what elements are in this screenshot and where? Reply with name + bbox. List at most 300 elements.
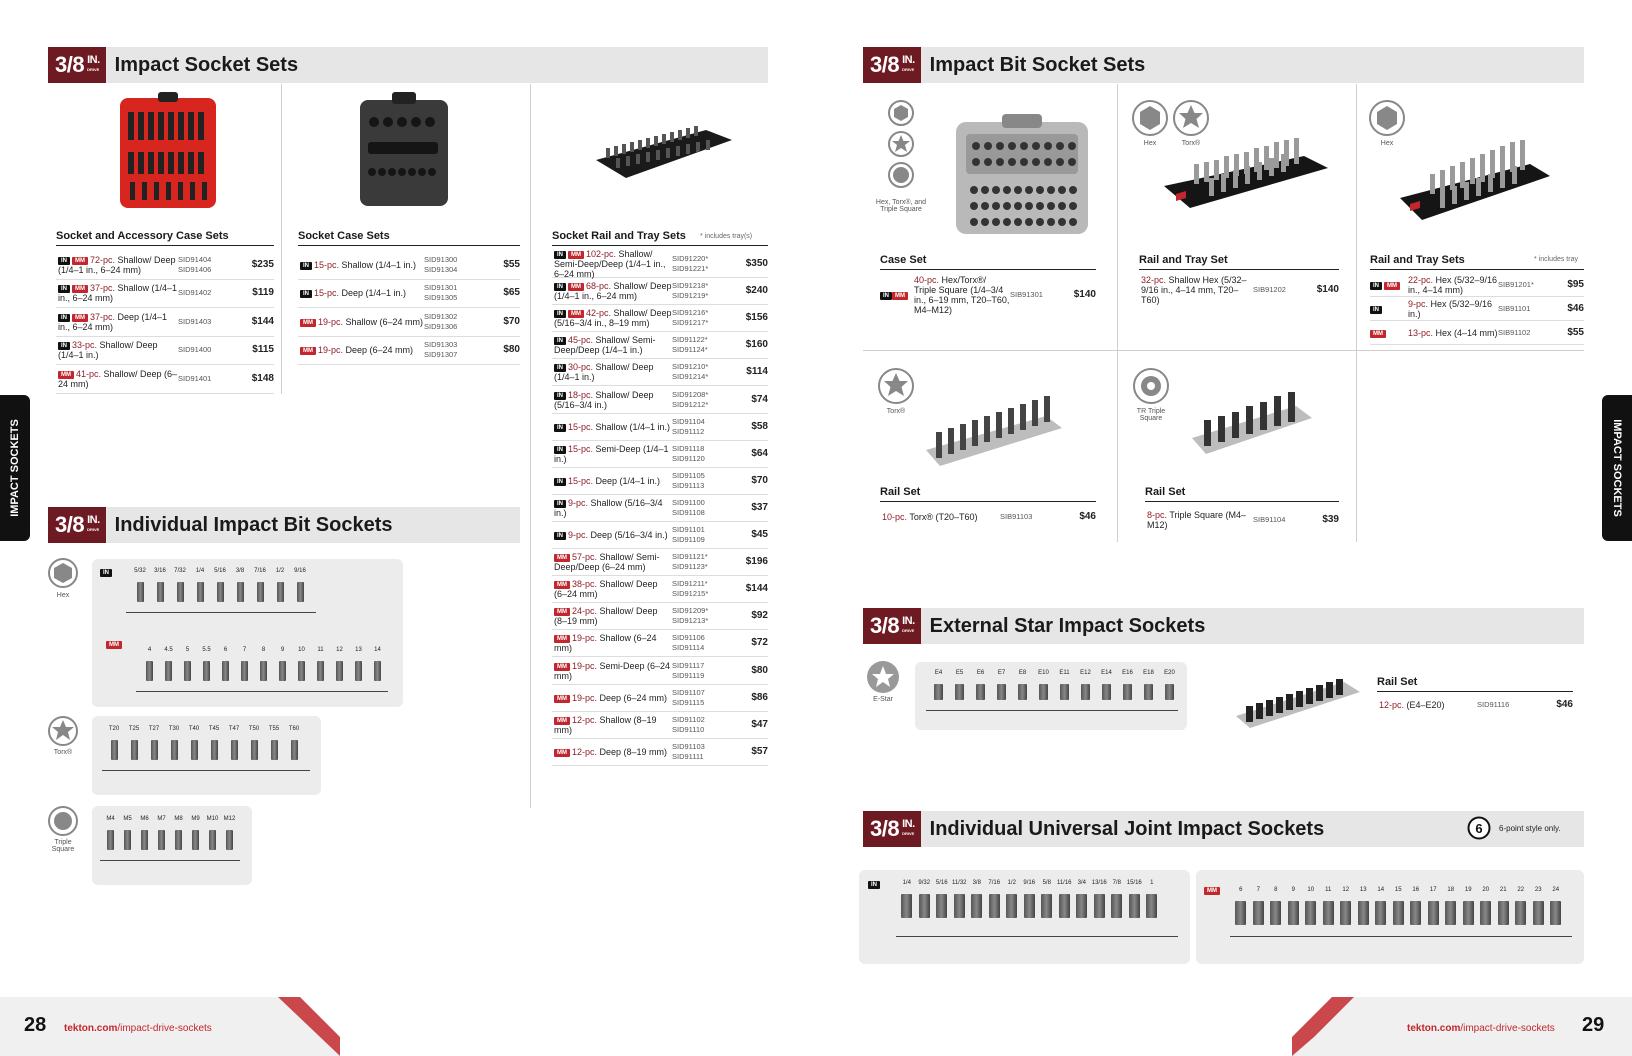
bit-socket[interactable] <box>250 568 270 602</box>
section-header-external-star <box>863 608 1584 644</box>
sku: SID91220* SID91221* <box>672 254 709 274</box>
bit-socket[interactable] <box>928 670 949 700</box>
product-row[interactable] <box>552 278 768 305</box>
product-row[interactable] <box>552 576 768 603</box>
estar-rail-title: Rail Set <box>1377 676 1573 692</box>
product-row[interactable] <box>56 337 274 366</box>
bit-size: 5/16 <box>214 568 226 574</box>
torx-icon <box>48 716 78 746</box>
bit-socket[interactable] <box>124 726 144 760</box>
bit-size: M7 <box>157 816 166 822</box>
mm-tag: MM <box>300 319 316 327</box>
bit-size: 11 <box>1325 887 1332 893</box>
sku: SID91400 <box>178 345 212 355</box>
socket-shape <box>1340 901 1351 925</box>
bit-socket[interactable] <box>330 647 349 681</box>
bit-size: E5 <box>955 670 964 676</box>
bit-socket[interactable] <box>230 568 250 602</box>
in-tag: IN <box>554 424 566 432</box>
bit-socket[interactable] <box>933 880 951 918</box>
socket-shape <box>1146 894 1157 918</box>
drive-badge: 3/8 IN. DRIVE <box>863 811 921 847</box>
product-desc: MM 19-pc. Deep (6–24 mm) <box>298 345 424 355</box>
bit-socket[interactable] <box>1012 670 1033 700</box>
rail4-row[interactable]: 8-pc. Triple Square (M4–M12) SIB91104 $39 <box>1147 510 1339 530</box>
bit-socket[interactable] <box>1003 880 1021 918</box>
socket-shape <box>955 684 964 700</box>
bit-socket[interactable] <box>991 670 1012 700</box>
bit-socket[interactable] <box>986 880 1004 918</box>
bit-socket[interactable] <box>190 568 210 602</box>
socket-shape <box>222 661 229 681</box>
product-desc: MM 12-pc. Deep (8–19 mm) <box>552 747 672 757</box>
product-row[interactable] <box>552 685 768 712</box>
bit-socket[interactable] <box>119 816 136 850</box>
product-row[interactable] <box>56 251 274 280</box>
section-title: Impact Socket Sets <box>114 53 299 76</box>
torx-label: Torx® <box>886 408 906 415</box>
product-desc: IN MM 42-pc. Shallow/ Deep (5/16–3/4 in., 8–19 mm) <box>554 308 672 329</box>
bit-size: T30 <box>168 726 180 732</box>
bit-socket[interactable] <box>368 647 387 681</box>
socket-shape <box>989 894 1000 918</box>
bit-size: 3/8 <box>972 880 981 886</box>
bit-socket[interactable] <box>1054 670 1075 700</box>
product-row[interactable] <box>552 305 768 332</box>
product-row[interactable] <box>552 712 768 739</box>
socket-shape <box>111 740 118 760</box>
price: $115 <box>252 344 274 356</box>
tags <box>1370 304 1406 314</box>
bit-socket[interactable] <box>1285 887 1303 925</box>
in-tag: IN <box>58 314 70 322</box>
bit-size: 5.5 <box>202 647 211 653</box>
bit-size: 20 <box>1482 887 1490 893</box>
hex-label: Hex <box>1380 140 1394 147</box>
socket-shape <box>1428 901 1439 925</box>
bit-size: 8 <box>261 647 266 653</box>
sku: SID91107 SID91115 <box>672 687 705 707</box>
bit-socket[interactable] <box>159 647 178 681</box>
bit-socket[interactable] <box>221 816 238 850</box>
sku: SID91301 SID91305 <box>424 283 458 303</box>
socket-shape <box>954 894 965 918</box>
socket-shape <box>1111 894 1122 918</box>
bit-socket[interactable] <box>949 670 970 700</box>
bit-socket[interactable] <box>1547 887 1565 925</box>
bit-size: 12 <box>1342 887 1350 893</box>
bit-socket[interactable] <box>170 568 190 602</box>
socket-shape <box>192 830 199 850</box>
bit-socket[interactable] <box>197 647 216 681</box>
price: $37 <box>751 501 768 513</box>
sku: SID91403 <box>178 316 212 326</box>
bit-socket[interactable] <box>1138 670 1159 700</box>
socket-shape <box>1375 901 1386 925</box>
bit-size: E14 <box>1101 670 1112 676</box>
socket-shape <box>1024 894 1035 918</box>
price: $74 <box>751 393 768 405</box>
bit-size: E8 <box>1018 670 1027 676</box>
bit-socket[interactable] <box>204 726 224 760</box>
bit-size: 6 <box>223 647 228 653</box>
bit-socket[interactable] <box>968 880 986 918</box>
socket-shape <box>271 740 278 760</box>
product-desc: IN 15-pc. Semi-Deep (1/4–1 in.) <box>554 443 669 464</box>
product-desc: IN MM 37-pc. Deep (1/4–1 in., 6–24 mm) <box>58 311 168 332</box>
bit-size: 9 <box>1291 887 1295 893</box>
case-set-row[interactable]: IN MM 40-pc. Hex/Torx®/ Triple Square (1/4–3/4 in., 6–19 mm, T20–T60, M4–M12) SIB91301 $140 <box>880 274 1096 316</box>
sku: SID91303 SID91307 <box>424 340 458 360</box>
hex-icon <box>1132 100 1168 136</box>
bit-size: 12 <box>336 647 343 653</box>
bit-socket[interactable] <box>1512 887 1530 925</box>
mm-tag: MM <box>1370 330 1386 338</box>
section-header-bit-socket-sets <box>863 47 1584 83</box>
sku: SID91121* SID91123* <box>672 552 708 572</box>
product-row[interactable] <box>552 739 768 766</box>
bit-size: 1/4 <box>195 568 205 574</box>
in-tag: IN <box>1370 282 1382 290</box>
sku: SID91218* SID91219* <box>672 281 709 301</box>
in-tag: IN <box>554 532 566 540</box>
product-row[interactable] <box>298 251 520 280</box>
product-desc: IN 15-pc. Deep (1/4–1 in.) <box>298 288 424 298</box>
in-tag: IN <box>58 342 70 350</box>
bit-socket[interactable] <box>136 816 153 850</box>
bit-socket[interactable] <box>150 568 170 602</box>
in-tag: IN <box>58 257 70 265</box>
socket-shape <box>157 582 164 602</box>
bit-socket[interactable] <box>1267 887 1285 925</box>
socket-shape <box>191 740 198 760</box>
in-tag: IN <box>554 478 566 486</box>
price: $58 <box>751 420 768 432</box>
bit-socket[interactable] <box>153 816 170 850</box>
socket-shape <box>131 740 138 760</box>
bit-socket[interactable] <box>1075 670 1096 700</box>
product-row[interactable] <box>552 414 768 441</box>
bit-size: 14 <box>374 647 381 653</box>
rail3-row[interactable]: 10-pc. Torx® (T20–T60) SIB91103 $46 <box>882 511 1096 522</box>
product-row[interactable] <box>552 468 768 495</box>
torx-icon <box>888 131 914 157</box>
bit-socket[interactable] <box>270 568 290 602</box>
socket-shape <box>1253 901 1264 925</box>
mm-tag: MM <box>568 251 584 259</box>
socket-shape <box>171 740 178 760</box>
bit-size: 13 <box>1359 887 1367 893</box>
footer-url-right[interactable]: tekton.com/impact-drive-sockets <box>1407 1023 1555 1034</box>
bit-socket[interactable] <box>1477 887 1495 925</box>
bit-socket[interactable] <box>916 880 934 918</box>
price: $144 <box>251 315 274 327</box>
product-row[interactable] <box>1370 273 1584 297</box>
rail1-title: Rail and Tray Set <box>1139 254 1339 270</box>
bit-size: 9/32 <box>918 880 931 886</box>
bit-socket[interactable] <box>284 726 304 760</box>
socket-shape <box>297 582 304 602</box>
bit-socket[interactable] <box>349 647 368 681</box>
rail4-title: Rail Set <box>1145 486 1339 502</box>
product-desc: MM 19-pc. Semi-Deep (6–24 mm) <box>554 660 671 681</box>
product-row[interactable] <box>552 441 768 468</box>
product-row[interactable] <box>298 308 520 337</box>
bit-socket[interactable] <box>1425 887 1443 925</box>
bit-size: 10 <box>1307 887 1315 893</box>
in-tag: IN <box>554 251 566 259</box>
side-tab-left: IMPACT SOCKETS <box>0 395 30 541</box>
bit-socket[interactable] <box>273 647 292 681</box>
bit-socket[interactable] <box>164 726 184 760</box>
bit-size: 16 <box>1412 887 1420 893</box>
socket-shape <box>1445 901 1456 925</box>
tray-note: * includes tray(s) <box>700 233 753 240</box>
bit-socket[interactable] <box>130 568 150 602</box>
bit-socket[interactable] <box>102 816 119 850</box>
socket-shape <box>1059 894 1070 918</box>
bit-socket[interactable] <box>292 647 311 681</box>
triple-square-icon <box>888 162 914 188</box>
socket-shape <box>237 582 244 602</box>
in-tag: IN <box>554 337 566 345</box>
socket-shape <box>997 684 1006 700</box>
hex-icon <box>888 100 914 126</box>
socket-shape <box>1039 684 1048 700</box>
torx-label: Torx® <box>53 749 73 756</box>
bit-socket[interactable] <box>1073 880 1091 918</box>
socket-shape <box>197 582 204 602</box>
socket-shape <box>1393 901 1404 925</box>
socket-shape <box>291 740 298 760</box>
price: $46 <box>1567 302 1584 314</box>
bit-socket[interactable] <box>104 726 124 760</box>
bit-size: M10 <box>206 816 219 822</box>
bit-socket[interactable] <box>1355 887 1373 925</box>
bit-socket[interactable] <box>184 726 204 760</box>
product-desc: IN MM 68-pc. Shallow/ Deep (1/4–1 in., 6–24 mm) <box>554 281 672 302</box>
bit-socket[interactable] <box>224 726 244 760</box>
product-row[interactable] <box>552 387 768 414</box>
bit-socket[interactable] <box>1033 670 1054 700</box>
bit-size: 18 <box>1447 887 1455 893</box>
bit-size: 5/8 <box>1042 880 1051 886</box>
product-row[interactable] <box>298 337 520 366</box>
socket-shape <box>1358 901 1369 925</box>
socket-shape <box>260 661 267 681</box>
bit-size: E18 <box>1143 670 1154 676</box>
product-row[interactable] <box>552 549 768 576</box>
socket-shape <box>1006 894 1017 918</box>
sku: SID91104 SID91112 <box>672 416 705 436</box>
bit-size: M6 <box>140 816 149 822</box>
product-row[interactable] <box>1370 297 1584 321</box>
bit-socket[interactable] <box>1126 880 1144 918</box>
socket-shape <box>1305 901 1316 925</box>
in-tag: IN <box>868 881 880 889</box>
bit-socket[interactable] <box>1232 887 1250 925</box>
product-row[interactable] <box>552 658 768 685</box>
bit-socket[interactable] <box>1302 887 1320 925</box>
product-row[interactable] <box>552 603 768 630</box>
bit-size: T40 <box>188 726 200 732</box>
socket-shape <box>1498 901 1509 925</box>
footer-url-left[interactable]: tekton.com/impact-drive-sockets <box>64 1023 212 1034</box>
bit-socket[interactable] <box>1495 887 1513 925</box>
product-row[interactable] <box>552 522 768 549</box>
bit-socket[interactable] <box>1337 887 1355 925</box>
socket-shape <box>1480 901 1491 925</box>
in-tag: IN <box>554 446 566 454</box>
sku: SID91208* SID91212* <box>672 389 709 409</box>
bit-socket[interactable] <box>1250 887 1268 925</box>
bit-socket[interactable] <box>210 568 230 602</box>
sku: SIB91201* <box>1498 279 1534 289</box>
product-row[interactable] <box>552 630 768 657</box>
bit-size: M5 <box>123 816 132 822</box>
product-row[interactable] <box>298 280 520 309</box>
socket-shape <box>971 894 982 918</box>
bit-socket[interactable] <box>1038 880 1056 918</box>
in-tag: IN <box>554 310 566 318</box>
bit-socket[interactable] <box>187 816 204 850</box>
rail1-row[interactable]: 32-pc. Shallow Hex (5/32–9/16 in., 4–14 mm, T20–T60) SIB91202 $140 <box>1141 275 1339 305</box>
socket-shape <box>1288 901 1299 925</box>
bit-socket[interactable] <box>1143 880 1161 918</box>
price: $80 <box>751 664 768 676</box>
sku: SID91105 SID91113 <box>672 470 705 490</box>
product-row[interactable] <box>552 495 768 522</box>
bit-socket[interactable] <box>1096 670 1117 700</box>
section-title: External Star Impact Sockets <box>929 614 1206 637</box>
drive-badge: 3/8 IN. DRIVE <box>863 47 921 83</box>
in-tag: IN <box>300 262 312 270</box>
product-desc: 22-pc. Hex (5/32–9/16 in., 4–14 mm) <box>1408 274 1498 295</box>
bit-socket[interactable] <box>216 647 235 681</box>
bit-socket[interactable] <box>170 816 187 850</box>
bit-socket[interactable] <box>264 726 284 760</box>
product-desc: IN MM 102-pc. Shallow/ Semi-Deep/Deep (1/4–1 in., 6–24 mm) <box>554 249 666 280</box>
section-title-rail-tray-sets: Socket Rail and Tray Sets <box>552 230 768 246</box>
product-row[interactable] <box>56 365 274 394</box>
in-tag: IN <box>300 290 312 298</box>
bit-socket[interactable] <box>204 816 221 850</box>
product-row[interactable] <box>552 359 768 386</box>
price: $55 <box>1567 326 1584 338</box>
socket-shape <box>146 661 153 681</box>
bit-socket[interactable] <box>235 647 254 681</box>
bit-socket[interactable] <box>140 647 159 681</box>
bit-socket[interactable] <box>244 726 264 760</box>
bit-size: 17 <box>1429 887 1437 893</box>
mm-tag: MM <box>1204 887 1220 895</box>
bit-size: 3/16 <box>154 568 166 574</box>
bit-size: 4 <box>147 647 152 653</box>
section-title: Impact Bit Socket Sets <box>929 53 1146 76</box>
red-case-image <box>118 92 218 212</box>
bit-socket[interactable] <box>290 568 310 602</box>
price: $72 <box>751 637 768 649</box>
mm-tag: MM <box>1384 282 1400 290</box>
mm-tag: MM <box>554 717 570 725</box>
bit-size: 19 <box>1464 887 1472 893</box>
bit-socket[interactable] <box>144 726 164 760</box>
socket-shape <box>1235 901 1246 925</box>
product-row[interactable] <box>552 251 768 278</box>
bit-socket[interactable] <box>1117 670 1138 700</box>
bit-socket[interactable] <box>311 647 330 681</box>
bit-socket[interactable] <box>1460 887 1478 925</box>
sku: SID91106 SID91114 <box>672 633 705 653</box>
bit-socket[interactable] <box>1091 880 1109 918</box>
bit-socket[interactable] <box>1320 887 1338 925</box>
socket-shape <box>158 830 165 850</box>
bit-socket[interactable] <box>951 880 969 918</box>
product-row[interactable] <box>56 308 274 337</box>
sku: SID91102 SID91110 <box>672 714 705 734</box>
bit-size: T47 <box>228 726 240 732</box>
in-tag: IN <box>554 364 566 372</box>
product-row[interactable] <box>56 280 274 309</box>
bit-size: T27 <box>148 726 160 732</box>
bit-size: T50 <box>248 726 260 732</box>
estar-rail-row[interactable]: 12-pc. (E4–E20) SID91116 $46 <box>1379 699 1573 710</box>
price: $55 <box>503 258 520 270</box>
bit-socket[interactable] <box>1442 887 1460 925</box>
socket-shape <box>1550 901 1561 925</box>
mm-tag: MM <box>554 608 570 616</box>
mm-tag: MM <box>554 554 570 562</box>
in-tag: IN <box>554 283 566 291</box>
socket-shape <box>1060 684 1069 700</box>
torx-icon <box>1173 100 1209 136</box>
bit-socket[interactable] <box>1021 880 1039 918</box>
bit-size: 23 <box>1534 887 1542 893</box>
bit-size: 14 <box>1377 887 1385 893</box>
bit-socket[interactable] <box>1108 880 1126 918</box>
page-number-left: 28 <box>24 1014 47 1036</box>
bit-socket[interactable] <box>1390 887 1408 925</box>
bit-socket[interactable] <box>178 647 197 681</box>
price: $86 <box>751 691 768 703</box>
drive-badge: 3/8 IN. DRIVE <box>863 608 921 644</box>
sku: SID91401 <box>178 373 212 383</box>
bit-socket[interactable] <box>1159 670 1180 700</box>
hex-label: Hex <box>1143 140 1157 147</box>
product-row[interactable] <box>1370 321 1584 345</box>
bit-socket[interactable] <box>1407 887 1425 925</box>
bit-size: 15 <box>1394 887 1402 893</box>
bit-socket[interactable] <box>1530 887 1548 925</box>
bit-socket[interactable] <box>898 880 916 918</box>
product-row[interactable] <box>552 332 768 359</box>
price: $160 <box>745 339 768 351</box>
bit-size: 22 <box>1517 887 1525 893</box>
bit-size: 24 <box>1552 887 1560 893</box>
bit-socket[interactable] <box>1372 887 1390 925</box>
rail3-title: Rail Set <box>880 486 1096 502</box>
sku: SID91118 SID91120 <box>672 443 705 463</box>
mm-tag: MM <box>72 285 88 293</box>
bit-size: 9 <box>280 647 285 653</box>
bit-socket[interactable] <box>970 670 991 700</box>
product-desc: IN 33-pc. Shallow/ Deep (1/4–1 in.) <box>58 340 158 361</box>
bit-socket[interactable] <box>1056 880 1074 918</box>
socket-shape <box>141 830 148 850</box>
bit-socket[interactable] <box>254 647 273 681</box>
socket-shape <box>251 740 258 760</box>
socket-shape <box>1102 684 1111 700</box>
